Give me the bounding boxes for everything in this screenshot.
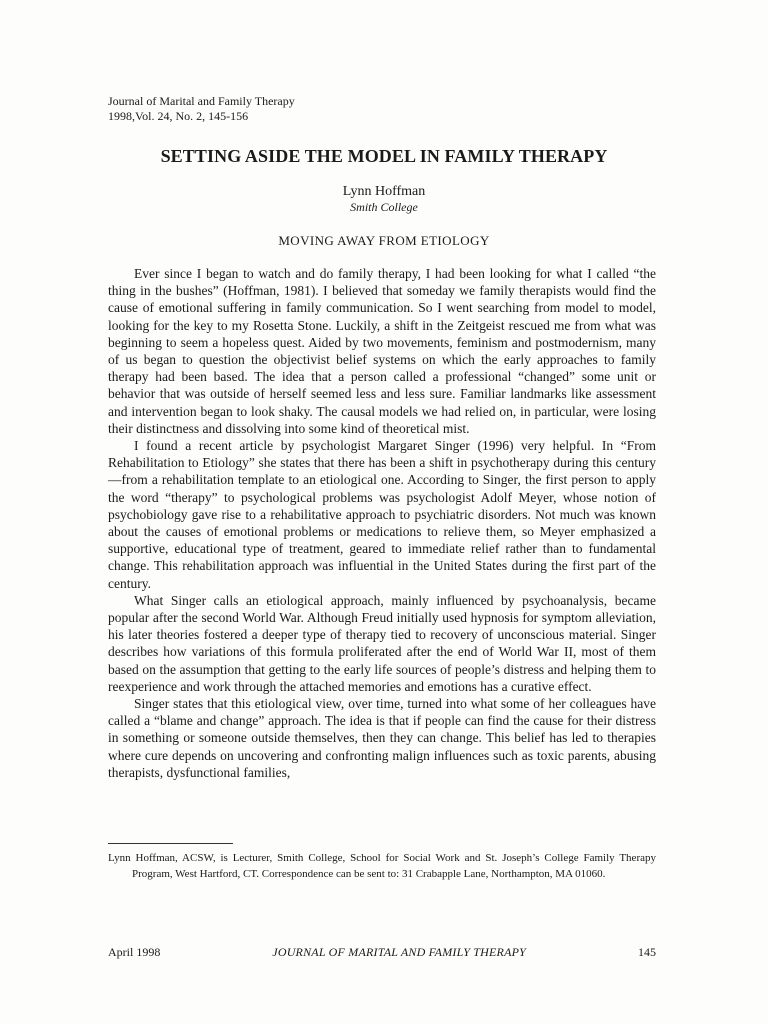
footer-journal-name: JOURNAL OF MARITAL AND FAMILY THERAPY bbox=[272, 945, 527, 959]
paragraph: I found a recent article by psychologist Margaret Singer (1996) very helpful. In “From Rehabilitation to Etiology” she states that there has been a shift in psychotherapy during this century—from a rehabilitation template to an etiological one. According to Singer, the first person to apply the word “therapy” to psychological problems was psychologist Adolf Meyer, whose notion of psychobiology gave rise to a rehabilitative approach to psychiatric disorders. Not much was known about the causes of emotional problems or medications to relieve them, so Meyer emphasized a supportive, educational type of treatment, geared to immediate relief rather than to fundamental change. This rehabilitation approach was influential in the United States during the first part of the century. bbox=[108, 438, 656, 591]
journal-name: Journal of Marital and Family Therapy bbox=[108, 94, 295, 108]
footer-date: April 1998 bbox=[108, 945, 161, 959]
paragraph: Singer states that this etiological view, over time, turned into what some of her colleagues have called a “blame and change” approach. The idea is that if people can find the cause for their distress in something or someone outside themselves, then they can change. This belief has led to therapies where cure depends on uncovering and confronting malign influences such as toxic parents, abusing therapists, dysfunctional families, bbox=[108, 696, 656, 780]
author-affiliation: Smith College bbox=[350, 200, 418, 214]
journal-volume-issue: 1998,Vol. 24, No. 2, 145-156 bbox=[108, 109, 249, 123]
article-body bbox=[108, 265, 656, 781]
article-title: SETTING ASIDE THE MODEL IN FAMILY THERAPY bbox=[160, 146, 608, 166]
paragraph: What Singer calls an etiological approach, mainly influenced by psychoanalysis, became popular after the second World War. Although Freud initially used hypnosis for symptom alleviation, his later theories fostered a deeper type of therapy tied to recovery of unconscious material. Singer describes how variations of this formula proliferated after the end of World War II, most of them based on the assumption that getting to the early life sources of people’s distress and helping them to reexperience and work through the attached memories and emotions has a curative effect. bbox=[108, 592, 656, 694]
footnote-divider bbox=[108, 843, 233, 844]
journal-citation bbox=[108, 94, 295, 124]
running-footer bbox=[108, 945, 656, 960]
paragraph: Ever since I began to watch and do family therapy, I had been looking for what I called “the thing in the bushes” (Hoffman, 1981). I believed that someday we family therapists would find the cause of emotional suffering in family communication. So I went searching from model to model, looking for the key to my Rosetta Stone. Luckily, a shift in the Zeitgeist rescued me from what was beginning to seem a hopeless quest. Aided by two movements, feminism and postmodernism, many of us began to question the objectivist belief systems on which the early approaches to family therapy had been based. The idea that a person called a professional “changed” some unit or behavior that was outside of herself seemed less and less sure. Familiar landmarks like assessment and intervention began to look shaky. The causal models we had relied on, in particular, were losing their distinctness and dissolving into some kind of theoretical mist. bbox=[108, 266, 656, 436]
author-name: Lynn Hoffman bbox=[342, 184, 426, 199]
section-heading: MOVING AWAY FROM ETIOLOGY bbox=[278, 233, 490, 248]
page-number: 145 bbox=[637, 945, 656, 959]
author-footnote: Lynn Hoffman, ACSW, is Lecturer, Smith College, School for Social Work and St. Joseph’s College Family Therapy Program, West Hartford, CT. Correspondence can be sent to: 31 Crabapple Lane, Northampton, MA 01060. bbox=[108, 852, 656, 880]
